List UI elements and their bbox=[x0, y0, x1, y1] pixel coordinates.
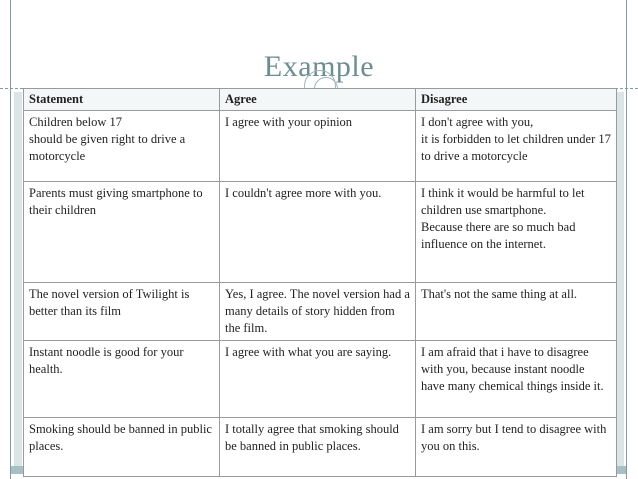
example-table bbox=[23, 88, 617, 477]
agree-cell: I agree with your opinion bbox=[220, 111, 416, 182]
table-row bbox=[24, 283, 617, 341]
disagree-cell: I am afraid that i have to disagree with you, because instant noodle have many chemical things inside it. bbox=[416, 341, 617, 418]
header-statement: Statement bbox=[24, 89, 220, 111]
disagree-cell: I don't agree with you, it is forbidden to let children under 17 to drive a motorcycle bbox=[416, 111, 617, 182]
table-row bbox=[24, 111, 617, 182]
statement-cell: Smoking should be banned in public places. bbox=[24, 418, 220, 477]
statement-cell: Children below 17 should be given right to drive a motorcycle bbox=[24, 111, 220, 182]
statement-cell: Parents must giving smartphone to their children bbox=[24, 182, 220, 283]
disagree-cell: I think it would be harmful to let children use smartphone. Because there are so much bad influence on the internet. bbox=[416, 182, 617, 283]
statement-cell: The novel version of Twilight is better than its film bbox=[24, 283, 220, 341]
agree-cell: I couldn't agree more with you. bbox=[220, 182, 416, 283]
disagree-cell: I am sorry but I tend to disagree with you on this. bbox=[416, 418, 617, 477]
header-disagree: Disagree bbox=[416, 89, 617, 111]
agree-cell: Yes, I agree. The novel version had a many details of story hidden from the film. bbox=[220, 283, 416, 341]
statement-cell: Instant noodle is good for your health. bbox=[24, 341, 220, 418]
right-decor-stripe bbox=[616, 92, 624, 466]
table-header-row bbox=[24, 89, 617, 111]
table-row bbox=[24, 182, 617, 283]
table-row bbox=[24, 418, 617, 477]
agree-cell: I agree with what you are saying. bbox=[220, 341, 416, 418]
disagree-cell: That's not the same thing at all. bbox=[416, 283, 617, 341]
table-row bbox=[24, 341, 617, 418]
left-decor-stripe bbox=[14, 92, 22, 466]
agree-cell: I totally agree that smoking should be banned in public places. bbox=[220, 418, 416, 477]
header-agree: Agree bbox=[220, 89, 416, 111]
slide-title: Example bbox=[263, 50, 375, 83]
